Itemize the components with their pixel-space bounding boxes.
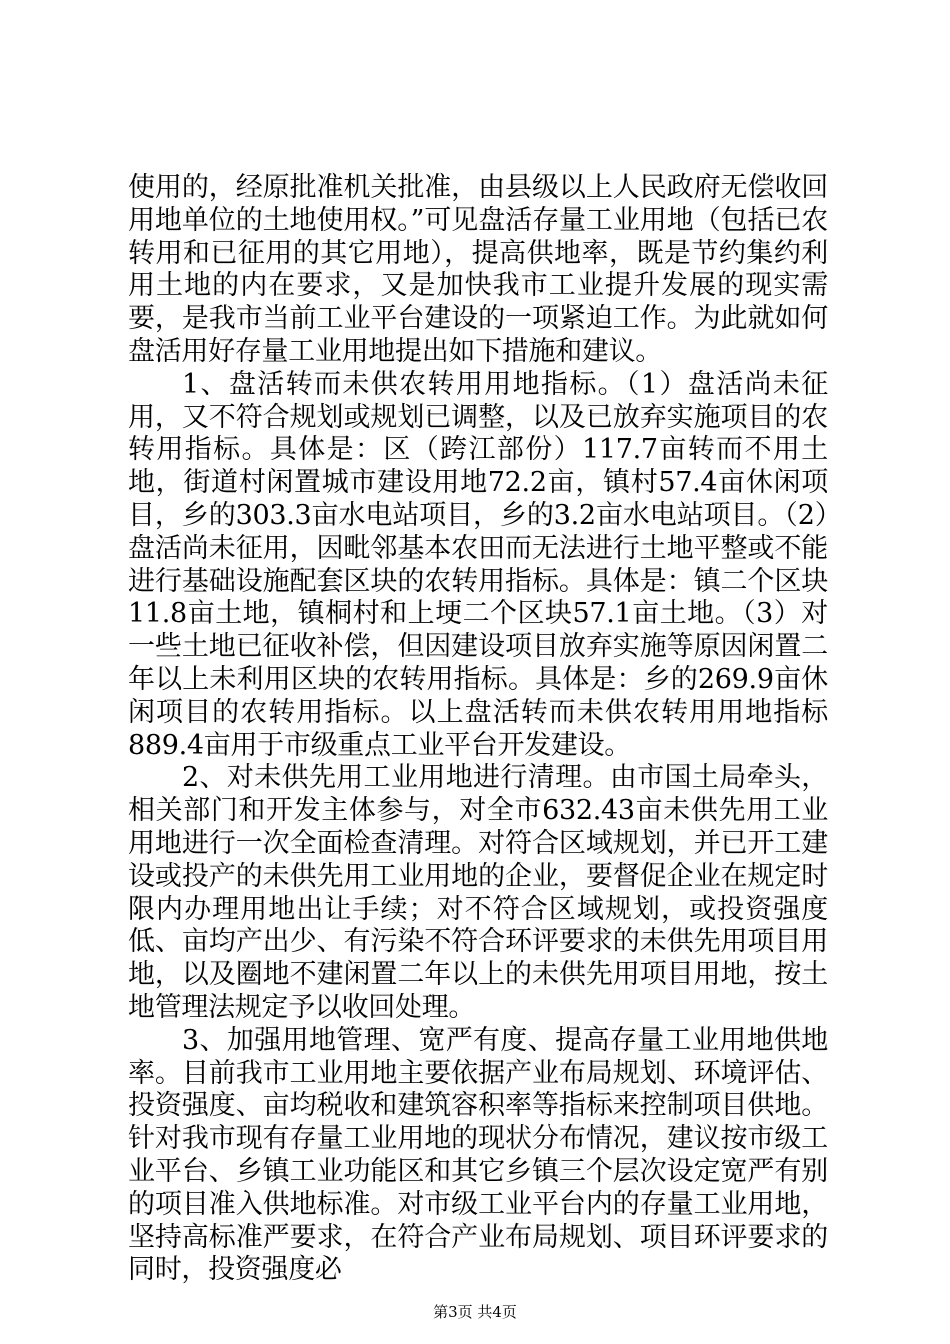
paragraph-item-2: 2、对未供先用工业用地进行清理。由市国土局牵头，相关部门和开发主体参与，对全市632.43亩未供先用工业用地进行一次全面检查清理。对符合区域规划，并已开工建设或投产的未供先用工业用地的企业，要督促企业在规定时限内办理用地出让手续；对不符合区域规划，或投资强度低、亩均产出少、有污染不符合环评要求的未供先用项目用地，以及圈地不建闲置二年以上的未供先用项目用地，按土地管理法规定予以收回处理。 xyxy=(128,762,828,1023)
page-number-footer: 第3页 共4页 xyxy=(433,1303,517,1321)
paragraph-item-3: 3、加强用地管理、宽严有度、提高存量工业用地供地率。目前我市工业用地主要依据产业布局规划、环境评估、投资强度、亩均税收和建筑容积率等指标来控制项目供地。针对我市现有存量工业用地的现状分布情况，建议按市级工业平台、乡镇工业功能区和其它乡镇三个层次设定宽严有别的项目准入供地标准。对市级工业平台内的存量工业用地，坚持高标准严要求，在符合产业布局规划、项目环评要求的同时，投资强度必 xyxy=(128,1024,828,1286)
paragraph-item-1: 1、盘活转而未供农转用用地指标。（1）盘活尚未征用，又不符合规划或规划已调整，以及已放弃实施项目的农转用指标。具体是：区（跨江部份）117.7亩转而不用土地，街道村闲置城市建设用地72.2亩，镇村57.4亩休闲项目，乡的303.3亩水电站项目，乡的3.2亩水电站项目。（2）盘活尚未征用，因毗邻基本农田而无法进行土地平整或不能进行基础设施配套区块的农转用指标。具体是：镇二个区块11.8亩土地，镇桐村和上埂二个区块57.1亩土地。（3）对一些土地已征收补偿，但因建设项目放弃实施等原因闲置二年以上未利用区块的农转用指标。具体是：乡的269.9亩休闲项目的农转用指标。以上盘活转而未供农转用用地指标889.4亩用于市级重点工业平台开发建设。 xyxy=(128,368,828,761)
paragraph-continuation: 使用的，经原批准机关批准，由县级以上人民政府无偿收回用地单位的土地使用权。”可见盘活存量工业用地（包括已农转用和已征用的其它用地），提高供地率，既是节约集约利用土地的内在要求，又是加快我市工业提升发展的现实需要，是我市当前工业平台建设的一项紧迫工作。为此就如何盘活用好存量工业用地提出如下措施和建议。 xyxy=(128,172,828,367)
document-body xyxy=(128,172,828,1287)
